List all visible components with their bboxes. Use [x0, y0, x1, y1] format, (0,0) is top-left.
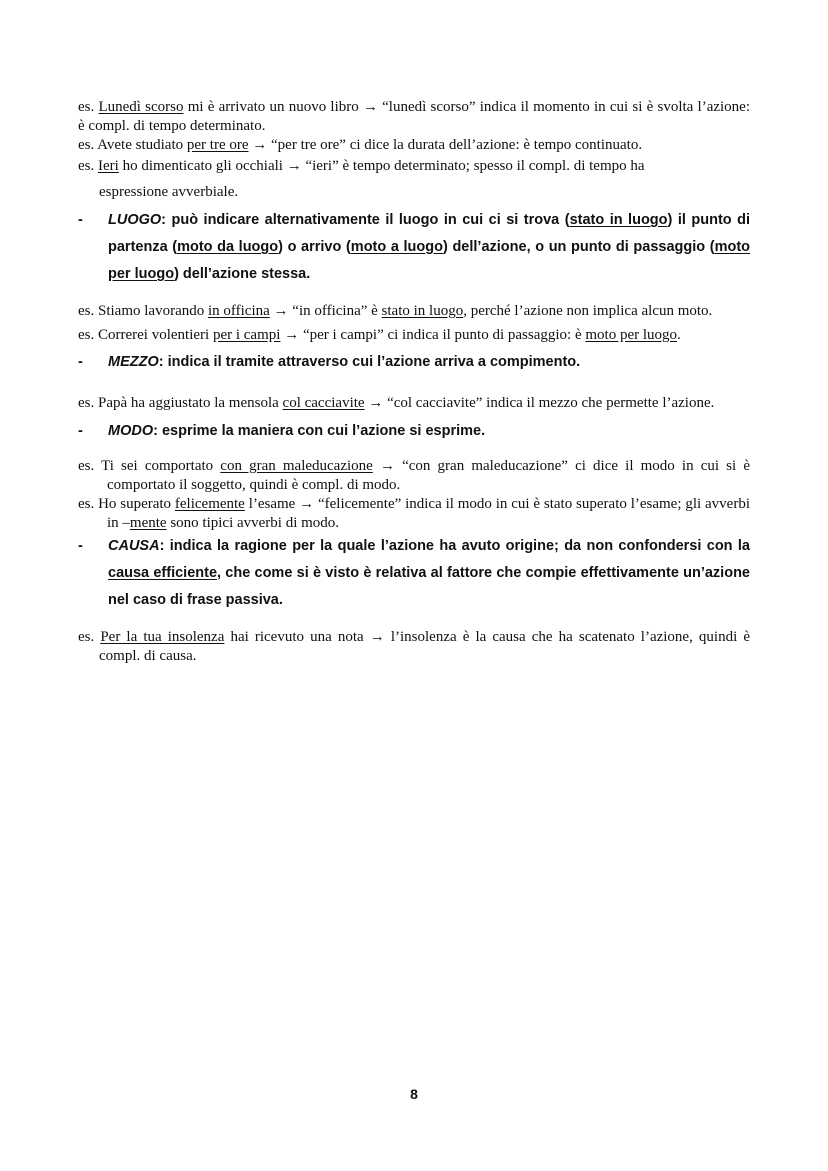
text: : indica la ragione per la quale l’azione ha avuto origine; da non confondersi con la — [159, 538, 750, 554]
keyword: MODO — [108, 423, 154, 439]
bullet-dash: - — [78, 354, 83, 370]
text: es. Ho superato — [78, 496, 175, 512]
underlined-phrase: per i campi — [212, 327, 281, 343]
underlined-phrase: con gran maleducazione — [220, 458, 373, 474]
underlined-phrase: moto a luogo — [350, 239, 443, 255]
text: es. Stiamo lavorando — [78, 303, 208, 319]
text: → “con gran maleducazione” ci dice il modo in cui si è comportato il soggetto, quindi è compl. di modo. — [107, 458, 750, 493]
bullet-causa — [78, 533, 750, 614]
example-causa — [78, 628, 750, 666]
text: hai ricevuto una nota → l’insolenza è la causa che ha scatenato l’azione, quindi è compl. di causa. — [99, 629, 750, 664]
text: : può indicare alternativamente il luogo in cui ci si trova ( — [161, 212, 570, 228]
underlined-phrase: stato in luogo — [381, 303, 464, 319]
bullet-modo — [78, 418, 750, 445]
underlined-phrase: Per la tua insolenza — [100, 629, 225, 645]
text: → “in officina” è — [269, 303, 382, 319]
underlined-phrase: col cacciavite — [282, 395, 365, 411]
example-modo-2 — [78, 495, 750, 533]
example-moto-per-luogo — [78, 321, 750, 349]
text: ) dell’azione stessa. — [174, 266, 311, 282]
bullet-mezzo — [78, 349, 750, 376]
example-stato-in-luogo — [78, 302, 750, 321]
bullet-dash: - — [78, 423, 83, 439]
text: → “per i campi” ci indica il punto di passaggio: è — [280, 327, 586, 343]
text: es. Ti sei comportato — [78, 458, 221, 474]
underlined-phrase: mente — [129, 515, 167, 531]
text: ) il punto di partenza ( — [108, 212, 750, 255]
text: es. — [78, 158, 98, 174]
text: ) o arrivo ( — [278, 239, 351, 255]
underlined-phrase: moto per luogo — [108, 239, 750, 282]
example-ieri — [78, 155, 750, 177]
example-ieri-continuation: espressione avverbiale. — [99, 184, 239, 200]
page-number: 8 — [410, 1086, 418, 1102]
text: : indica il tramite attraverso cui l’azione arriva a compimento. — [158, 354, 581, 370]
underlined-phrase: in officina — [207, 303, 270, 319]
underlined-phrase: moto da luogo — [177, 239, 279, 255]
text: l’esame → “felicemente” indica il modo in cui è stato superato l’esame; gli avverbi in – — [107, 496, 750, 531]
text: mi è arrivato un nuovo libro → “lunedì scorso” indica il momento in cui si è svolta l’azione: è compl. di tempo determinato. — [78, 99, 750, 134]
underlined-phrase: Lunedì scorso — [98, 99, 184, 115]
text: , perché l’azione non implica alcun moto. — [463, 303, 713, 319]
text: sono tipici avverbi di modo. — [166, 515, 340, 531]
text: , che come si è visto è relativa al fattore che compie effettivamente un’azione nel caso di frase passiva. — [108, 565, 750, 608]
text: : esprime la maniera con cui l’azione si esprime. — [153, 423, 486, 439]
bullet-luogo — [78, 207, 750, 288]
example-tempo-determinato — [78, 98, 750, 136]
text: → “col cacciavite” indica il mezzo che permette l’azione. — [364, 395, 715, 411]
text: es. Avete studiato — [78, 137, 187, 153]
text: ) dell’azione, o un punto di passaggio ( — [443, 239, 715, 255]
text: . — [677, 327, 681, 343]
text: es. Correrei volentieri — [78, 327, 213, 343]
underlined-phrase: moto per luogo — [585, 327, 678, 343]
bullet-dash: - — [78, 538, 83, 554]
text: → “per tre ore” ci dice la durata dell’azione: è tempo continuato. — [248, 137, 643, 153]
example-modo-1 — [78, 457, 750, 495]
keyword: CAUSA — [108, 538, 160, 554]
underlined-phrase: causa efficiente — [108, 565, 218, 581]
keyword: MEZZO — [108, 354, 159, 370]
text: ho dimenticato gli occhiali → “ieri” è tempo determinato; spesso il compl. di tempo ha — [118, 158, 645, 174]
bullet-dash: - — [78, 212, 83, 228]
example-mezzo — [78, 389, 750, 417]
underlined-phrase: per tre ore — [186, 137, 249, 153]
underlined-phrase: Ieri — [98, 158, 119, 174]
keyword: LUOGO — [108, 212, 162, 228]
underlined-phrase: felicemente — [174, 496, 245, 512]
document-body — [78, 98, 750, 666]
text: es. — [78, 99, 99, 115]
text: es. Papà ha aggiustato la mensola — [78, 395, 283, 411]
text: es. — [78, 629, 101, 645]
example-tempo-continuato — [78, 136, 750, 155]
underlined-phrase: stato in luogo — [569, 212, 668, 228]
